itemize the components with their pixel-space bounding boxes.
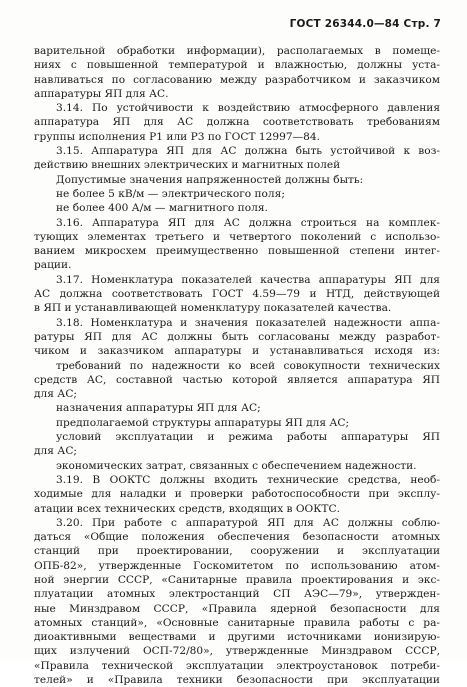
text-line: варительной обработки информации), располагаемых в помеще- (34, 45, 440, 57)
text-line: ной энергии СССР, «Санитарные правила проектирования и экс- (34, 573, 440, 586)
text-line: в ЯП и устанавливающей номенклатуру показателей качества. (34, 302, 392, 315)
text-line: средств АС, составной частью которой является аппаратура ЯП (34, 373, 440, 386)
text-line: не более 5 кВ/м — электрического поля; (56, 187, 285, 200)
text-line: 3.19. В ООКТС должны входить технические средства, необ- (56, 473, 440, 486)
text-line: АС должна соответствовать ГОСТ 4.59—79 и НТД, действующей (34, 288, 440, 301)
text-line: предполагаемой структуры аппаратуры ЯП для АС; (56, 416, 350, 429)
text-line: плуатации атомных электростанций СП АЭС—79», утвержден- (34, 588, 440, 601)
text-line: щих излучений ОСП-72/80», утвержденные Минздравом СССР, (34, 645, 440, 658)
text-line: навливаться по согласованию между разработчиком и заказчиком (34, 73, 440, 86)
text-line: группы исполнения Р1 или Р3 по ГОСТ 12997—84. (34, 130, 321, 143)
text-line: для АС; (34, 388, 78, 401)
text-line: ниях с повышенной температурой и влажностью, должны уста- (34, 59, 440, 72)
text-line: аппаратуры ЯП для АС. (34, 87, 169, 100)
text-line: ные Минздравом СССР, «Правила ядерной безопасности для (34, 602, 440, 615)
text-line: «Правила технической эксплуатации электроустановок потреби- (34, 659, 440, 672)
document-body (34, 44, 440, 687)
text-line: ходимые для наладки и проверки работоспособности при эксплу- (34, 488, 440, 501)
text-line: ратуры ЯП для АС должны быть согласованы между разработ- (34, 330, 440, 343)
text-line: ОПБ-82», утвержденные Госкомитетом по использованию атом- (34, 559, 440, 572)
text-line: условий эксплуатации и режима работы аппаратуры ЯП (56, 431, 440, 444)
page-header: ГОСТ 26344.0—84 Стр. 7 (289, 18, 441, 30)
text-line: диоактивными веществами и другими источниками ионизирую- (34, 631, 440, 644)
text-line: назначения аппаратуры ЯП для АС; (56, 402, 261, 415)
text-line: даться «Общие положения обеспечения безопасности атомных (34, 531, 440, 544)
text-line: 3.15. Аппаратура ЯП для АС должна быть устойчивой к воз- (56, 145, 440, 158)
text-line: телей» и «Правила техники безопасности при эксплуатации (34, 674, 440, 687)
text-line: рации. (34, 259, 72, 272)
text-line: ванием микросхем преимущественно повышенной степени интег- (34, 245, 440, 258)
text-line: атомных станций», «Основные санитарные правила работы с ра- (34, 616, 440, 629)
text-line: тующих элементах третьего и четвертого поколений с использо- (34, 230, 440, 243)
text-line: 3.18. Номенклатура и значения показателей надежности аппа- (56, 316, 440, 329)
text-line: атации всех технических средств, входящих в ООКТС. (34, 502, 340, 515)
text-line: 3.14. По устойчивости к воздействию атмосферного давления (56, 102, 440, 115)
text-line: не более 400 А/м — магнитного поля. (56, 202, 268, 215)
text-line: станций при проектировании, сооружении и эксплуатации (34, 545, 440, 558)
text-line: экономических затрат, связанных с обеспечением надежности. (56, 459, 417, 472)
text-line: 3.20. При работе с аппаратурой ЯП для АС должны соблю- (56, 516, 440, 529)
text-line: действию внешних электрических и магнитных полей (34, 159, 341, 172)
text-line: чиком и заказчиком аппаратуры и устанавливаться исходя из: (34, 345, 440, 358)
text-line: требований по надежности ко всей совокупности технических (56, 359, 440, 372)
text-line: аппаратура ЯП для АС должна соответствовать требованиям (34, 116, 440, 129)
text-line: для АС; (34, 445, 78, 458)
text-line: Допустимые значения напряженностей должны быть: (56, 173, 364, 186)
text-line: 3.17. Номенклатура показателей качества аппаратуры ЯП для (56, 273, 440, 286)
text-line: 3.16. Аппаратура ЯП для АС должна строиться на комплек- (56, 216, 440, 229)
